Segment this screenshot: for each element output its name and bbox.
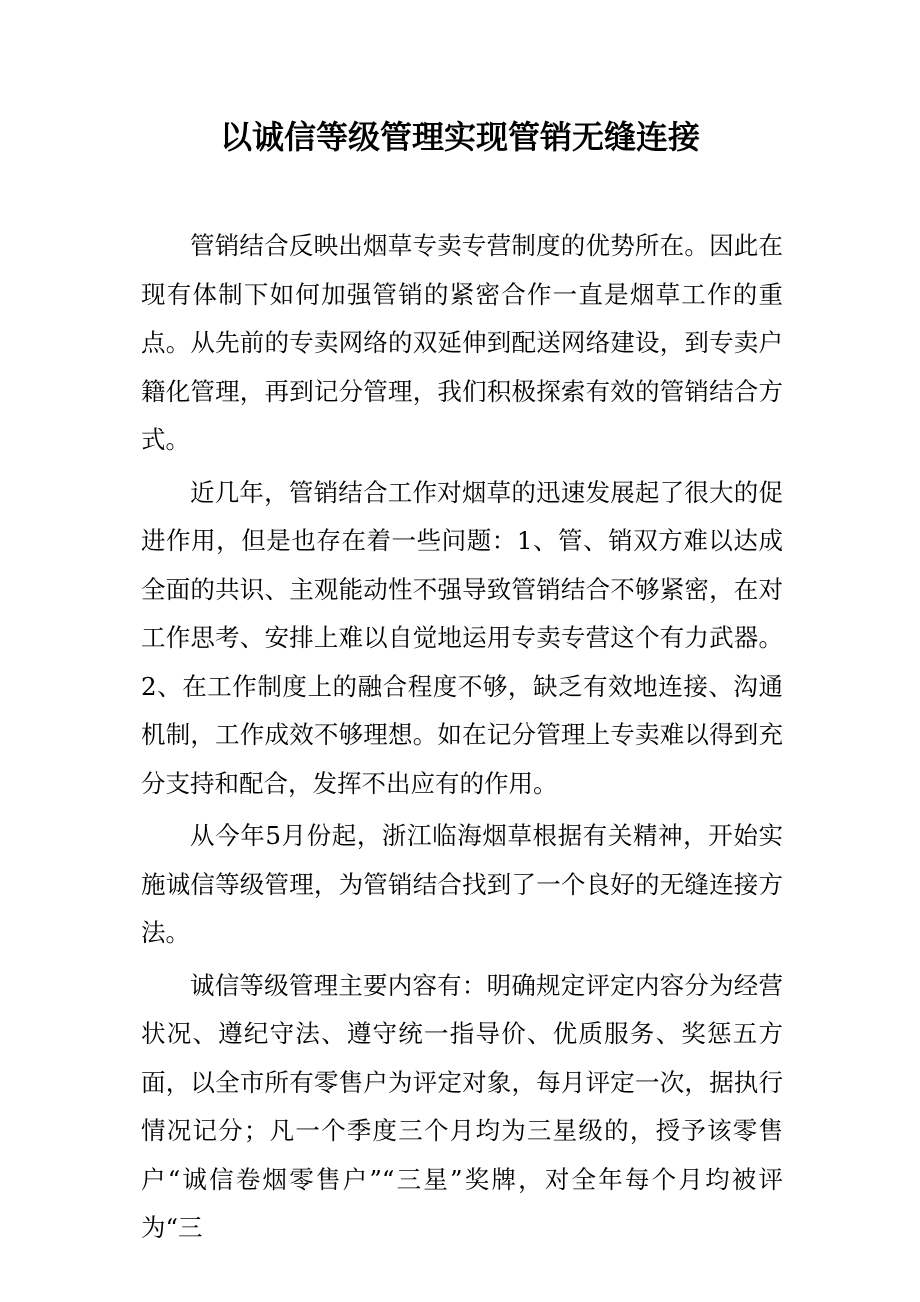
- paragraph: 从今年5月份起，浙江临海烟草根据有关精神，开始实施诚信等级管理，为管销结合找到了一个良好的无缝连接方法。: [141, 821, 783, 947]
- paragraph: 近几年，管销结合工作对烟草的迅速发展起了很大的促进作用，但是也存在着一些问题：1、管、销双方难以达成全面的共识、主观能动性不强导致管销结合不够紧密，在对工作思考、安排上难以自觉地运用专卖专营这个有力武器。2、在工作制度上的融合程度不够，缺乏有效地连接、沟通机制，工作成效不够理想。如在记分管理上专卖难以得到充分支持和配合，发挥不出应有的作用。: [141, 477, 783, 798]
- document-title: 以诚信等级管理实现管销无缝连接: [219, 118, 700, 156]
- paragraph: 管销结合反映出烟草专卖专营制度的优势所在。因此在现有体制下如何加强管销的紧密合作一直是烟草工作的重点。从先前的专卖网络的双延伸到配送网络建设，到专卖户籍化管理，再到记分管理，我们积极探索有效的管销结合方式。: [141, 231, 783, 454]
- paragraph: 诚信等级管理主要内容有：明确规定评定内容分为经营状况、遵纪守法、遵守统一指导价、优质服务、奖惩五方面，以全市所有零售户为评定对象，每月评定一次，据执行情况记分；凡一个季度三个月均为三星级的，授予该零售户“诚信卷烟零售户”“三星”奖牌，对全年每个月均被评为“三: [141, 970, 783, 1242]
- document-body: [141, 222, 783, 1257]
